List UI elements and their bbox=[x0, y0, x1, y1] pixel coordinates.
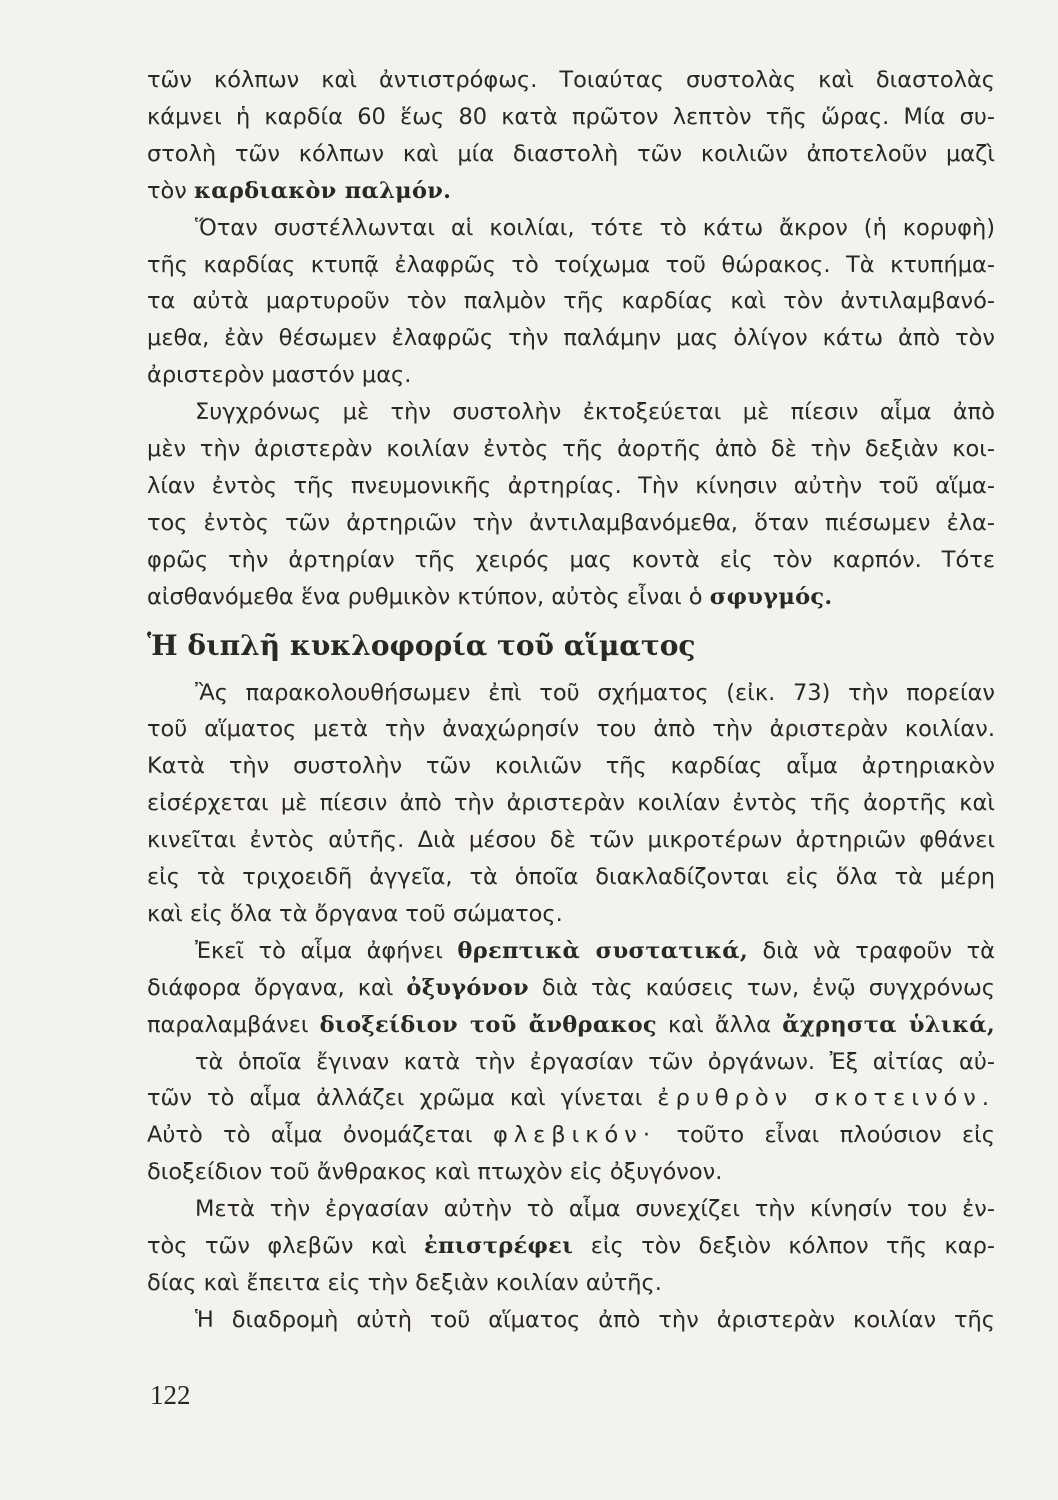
text-line bbox=[147, 173, 995, 210]
text-run: εἰς τὸν δεξιὸν κόλπον τῆς καρ- bbox=[573, 1233, 995, 1260]
text-run: τὸς τῶν φλεβῶν καὶ bbox=[147, 1233, 425, 1260]
text-line bbox=[147, 579, 995, 616]
text-line: Ἡ διαδρομὴ αὐτὴ τοῦ αἵματος ἀπὸ τὴν ἀριστερὰν κοιλίαν τῆς bbox=[195, 1306, 995, 1333]
text-line: τα αὐτὰ μαρτυροῦν τὸν παλμὸν τῆς καρδίας καὶ τὸν ἀντιλαμβανό- bbox=[147, 288, 995, 315]
paragraph-pulse bbox=[147, 394, 995, 615]
text-line bbox=[147, 970, 995, 1007]
text-line: μεθα, ἐὰν θέσωμεν ἐλαφρῶς τὴν παλάμην μας ὀλίγον κάτω ἀπὸ τὸν bbox=[147, 325, 995, 352]
text-line: μὲν τὴν ἀριστερὰν κοιλίαν ἐντὸς τῆς ἀορτῆς ἀπὸ δὲ τὴν δεξιὰν κοι- bbox=[147, 436, 995, 463]
text-line: Ἂς παρακολουθήσωμεν ἐπὶ τοῦ σχήματος (εἰκ. 73) τὴν πορείαν bbox=[195, 679, 995, 706]
text-run: διὰ νὰ τραφοῦν τὰ bbox=[747, 937, 996, 964]
text-line: Κατὰ τὴν συστολὴν τῶν κοιλιῶν τῆς καρδίας αἷμα ἀρτηριακὸν bbox=[147, 753, 995, 780]
text-run: διάφορα ὄργανα, καὶ bbox=[147, 974, 407, 1001]
term-oxygen: ὀξυγόνον bbox=[406, 974, 529, 1001]
paragraph-cardiac-cycle bbox=[147, 62, 995, 210]
text-line: εἰσέρχεται μὲ πίεσιν ἀπὸ τὴν ἀριστερὰν κοιλίαν ἐντὸς τῆς ἀορτῆς καὶ bbox=[147, 790, 995, 817]
term-returns: ἐπιστρέφει bbox=[424, 1233, 574, 1260]
text-line: Συγχρόνως μὲ τὴν συστολὴν ἐκτοξεύεται μὲ πίεσιν αἷμα ἀπὸ bbox=[195, 399, 995, 426]
text-line: φρῶς τὴν ἀρτηρίαν τῆς χειρός μας κοντὰ εἰς τὸν καρπόν. Τότε bbox=[147, 546, 995, 573]
text-line bbox=[147, 1228, 995, 1265]
text-run: διὰ τὰς καύσεις των, ἐνῷ συγχρόνως bbox=[528, 974, 995, 1001]
text-line bbox=[147, 1117, 995, 1154]
text-line bbox=[147, 933, 995, 970]
text-run: Αὐτὸ τὸ αἷμα ὀνομάζεται bbox=[147, 1122, 493, 1149]
text-line: Μετὰ τὴν ἐργασίαν αὐτὴν τὸ αἷμα συνεχίζει τὴν κίνησίν του ἐν- bbox=[195, 1196, 995, 1223]
text-line: καὶ εἰς ὅλα τὰ ὄργανα τοῦ σώματος. bbox=[147, 900, 563, 927]
text-run: αἰσθανόμεθα ἕνα ρυθμικὸν κτύπον, αὐτὸς εἶναι ὁ bbox=[147, 583, 710, 610]
text-run: παραλαμβάνει bbox=[147, 1011, 320, 1038]
text-run: τὸν bbox=[147, 177, 195, 204]
term-cardiac-pulse: καρδιακὸν παλμόν. bbox=[194, 177, 452, 204]
text-run: τοῦτο εἶναι πλούσιον εἰς bbox=[656, 1122, 995, 1149]
term-nutrients: θρεπτικὰ συστατικά, bbox=[457, 937, 748, 964]
term-venous: φλεβικόν· bbox=[492, 1122, 657, 1149]
text-line bbox=[147, 1007, 995, 1044]
text-line: τῶν κόλπων καὶ ἀντιστρόφως. Τοιαύτας συστολὰς καὶ διαστολὰς bbox=[147, 67, 995, 93]
paragraph-return bbox=[147, 1191, 995, 1302]
section-heading: Ἡ διπλῆ κυκλοφορία τοῦ αἵματος bbox=[147, 628, 696, 662]
text-line: λίαν ἐντὸς τῆς πνευμονικῆς ἀρτηρίας. Τὴν κίνησιν αὐτὴν τοῦ αἵμα- bbox=[147, 472, 995, 499]
text-run: καὶ ἄλλα bbox=[656, 1011, 783, 1038]
text-line: εἰς τὰ τριχοειδῆ ἀγγεῖα, τὰ ὁποῖα διακλαδίζονται εἰς ὅλα τὰ μέρη bbox=[147, 864, 995, 891]
paragraph-ventricle-contraction bbox=[147, 210, 995, 395]
paragraph-blood-exchange bbox=[147, 933, 995, 1191]
term-dark-red: ἐρυθρὸν σκοτεινόν. bbox=[657, 1085, 995, 1112]
text-line: τος ἐντὸς τῶν ἀρτηριῶν τὴν ἀντιλαμβανόμεθα, ὅταν πιέσωμεν ἐλα- bbox=[147, 509, 995, 536]
paragraph-route bbox=[147, 1302, 995, 1339]
text-line: τοῦ αἵματος μετὰ τὴν ἀναχώρησίν του ἀπὸ τὴν ἀριστερὰν κοιλίαν. bbox=[147, 716, 995, 743]
page-number: 122 bbox=[150, 1380, 191, 1410]
text-line: τὰ ὁποῖα ἔγιναν κατὰ τὴν ἐργασίαν τῶν ὀργάνων. Ἐξ αἰτίας αὐ- bbox=[195, 1048, 995, 1075]
term-waste: ἄχρηστα ὑλικά, bbox=[782, 1011, 995, 1038]
text-line bbox=[147, 1080, 995, 1117]
text-line: τῆς καρδίας κτυπᾷ ἐλαφρῶς τὸ τοίχωμα τοῦ θώρακος. Τὰ κτυπήμα- bbox=[147, 251, 995, 278]
body-text bbox=[147, 62, 995, 1339]
paragraph-circulation-path bbox=[147, 675, 995, 933]
text-run: Ἐκεῖ τὸ αἷμα ἀφήνει bbox=[195, 937, 458, 964]
text-run: τῶν τὸ αἷμα ἀλλάζει χρῶμα καὶ γίνεται bbox=[147, 1085, 658, 1112]
text-line: δίας καὶ ἔπειτα εἰς τὴν δεξιὰν κοιλίαν αὐτῆς. bbox=[147, 1270, 662, 1296]
text-line: διοξείδιον τοῦ ἄνθρακος καὶ πτωχὸν εἰς ὀξυγόνον. bbox=[147, 1159, 723, 1186]
text-line: κάμνει ἡ καρδία 60 ἕως 80 κατὰ πρῶτον λεπτὸν τῆς ὥρας. Μία συ- bbox=[147, 103, 995, 130]
term-pulse: σφυγμός. bbox=[709, 583, 833, 610]
text-line: ἀριστερὸν μαστόν μας. bbox=[147, 362, 412, 389]
text-line: κινεῖται ἐντὸς αὐτῆς. Διὰ μέσου δὲ τῶν μικροτέρων ἀρτηριῶν φθάνει bbox=[147, 827, 995, 854]
text-line: στολὴ τῶν κόλπων καὶ μία διαστολὴ τῶν κοιλιῶν ἀποτελοῦν μαζὶ bbox=[147, 140, 995, 167]
term-carbon-dioxide: διοξείδιον τοῦ ἄνθρακος bbox=[319, 1011, 657, 1038]
text-line: Ὅταν συστέλλωνται αἱ κοιλίαι, τότε τὸ κάτω ἄκρον (ἡ κορυφὴ) bbox=[195, 214, 995, 241]
